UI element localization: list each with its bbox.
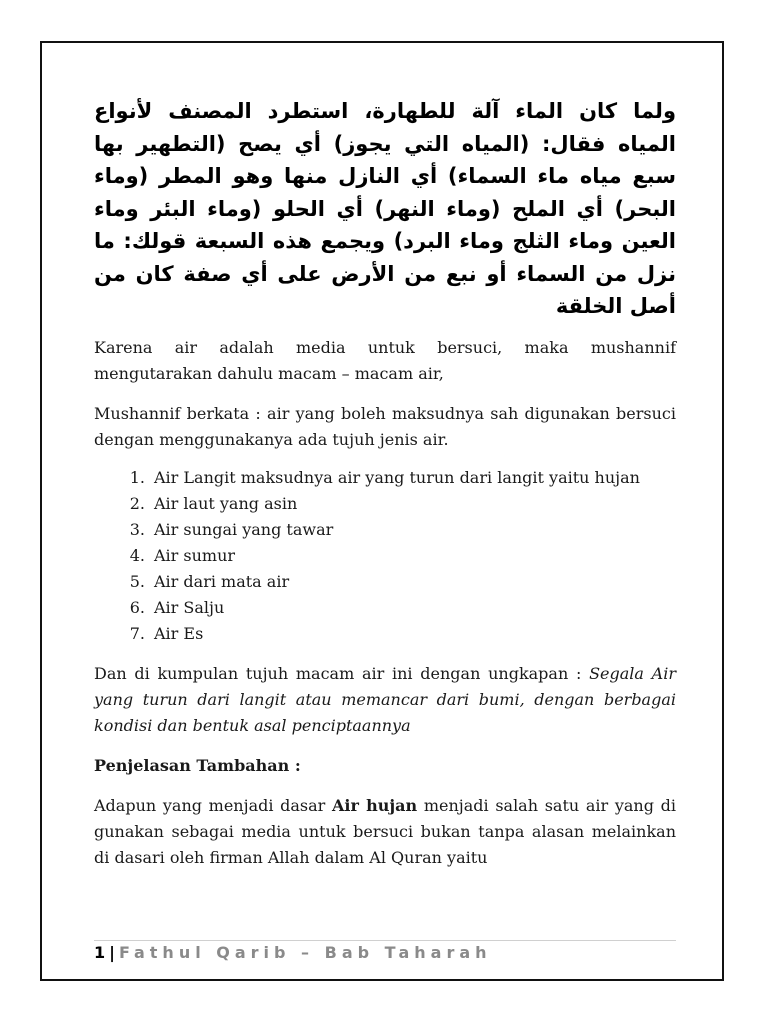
list-text: Air Langit maksudnya air yang turun dari langit yaitu hujan xyxy=(154,467,640,487)
list-item xyxy=(94,569,676,595)
summary-lead: Dan di kumpulan tujuh macam air ini dengan ungkapan : xyxy=(94,663,590,683)
list-number: 6. xyxy=(129,597,145,617)
summary-paragraph xyxy=(94,661,676,739)
list-text: Air sungai yang tawar xyxy=(154,519,334,539)
list-item xyxy=(94,621,676,647)
footer-divider xyxy=(94,940,676,941)
page-number: 1 xyxy=(94,943,106,962)
statement-paragraph: Mushannif berkata : air yang boleh maksudnya sah digunakan bersuci dengan menggunakanya ada tujuh jenis air. xyxy=(94,403,676,449)
list-text: Air dari mata air xyxy=(154,571,290,591)
explanation-bold-term: Air hujan xyxy=(332,795,418,815)
list-number: 5. xyxy=(129,571,145,591)
explanation-lead: Adapun yang menjadi dasar xyxy=(94,795,333,815)
footer-title: Fathul Qarib – Bab Taharah xyxy=(118,943,492,962)
list-number: 4. xyxy=(129,545,145,565)
list-item xyxy=(94,595,676,621)
list-text: Air sumur xyxy=(154,545,236,565)
arabic-text-paragraph: ولما كان الماء آلة للطهارة، استطرد المصنف لأنواع المياه فقال: (المياه التي يجوز) أي يصح (التطهير بها سبع مياه ماء السماء) أي النازل منها وهو المطر (وماء البحر) أي الملح (وماء النهر) أي الحلو (وماء البئر وماء العين وماء الثلج وماء البرد) ويجمع هذه السبعة قولك: ما نزل من السماء أو نبع من الأرض على أي صفة كان من أصل الخلقة xyxy=(94,99,676,318)
intro-paragraph: Karena air adalah media untuk bersuci, maka mushannif mengutarakan dahulu macam – macam air, xyxy=(94,337,676,383)
list-text: Air Salju xyxy=(154,597,225,617)
page-footer xyxy=(94,943,676,963)
section-heading: Penjelasan Tambahan : xyxy=(94,755,301,775)
summary-quote: Segala Air yang turun dari langit atau memancar dari bumi, dengan berbagai kondisi dan bentuk asal penciptaannya xyxy=(94,663,676,735)
list-number: 7. xyxy=(129,623,145,643)
list-item xyxy=(94,491,676,517)
list-number: 2. xyxy=(129,493,145,513)
document-page xyxy=(40,41,724,981)
water-types-list xyxy=(94,465,676,647)
list-item xyxy=(94,543,676,569)
list-item xyxy=(94,517,676,543)
footer-separator: | xyxy=(109,943,115,962)
list-text: Air laut yang asin xyxy=(154,493,298,513)
list-item xyxy=(94,465,676,491)
list-number: 3. xyxy=(129,519,145,539)
explanation-rest: menjadi salah satu air yang di gunakan sebagai media untuk bersuci bukan tanpa alasan melainkan di dasari oleh firman Allah dalam Al Quran yaitu xyxy=(94,795,677,867)
explanation-paragraph xyxy=(94,793,676,871)
page-content xyxy=(94,95,676,871)
list-number: 1. xyxy=(129,467,145,487)
list-text: Air Es xyxy=(154,623,204,643)
